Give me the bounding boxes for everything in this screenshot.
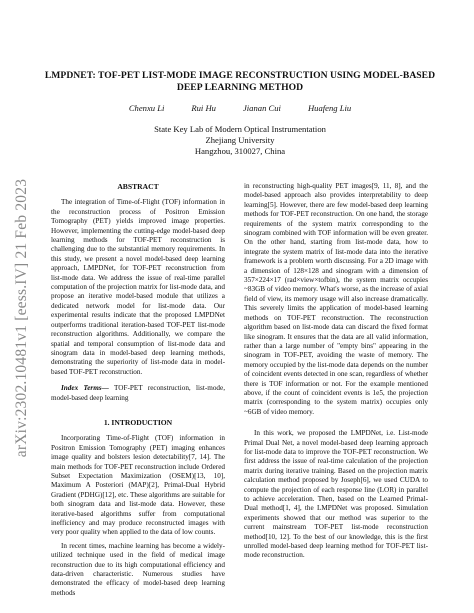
abstract-text: The integration of Time-of-Flight (TOF) information in the reconstruction process of Positron Emission Tomography (PET) yields improved image properties. However, implementing the cutting-edge model-based deep learning methods for TOF-PET reconstruction is challenging due to the substantial memory requirements. In this study, we present a novel model-based deep learning approach, LMPDNet, for TOF-PET reconstruction from list-mode data. We address the issue of real-time parallel computation of the projection matrix for list-mode data, and propose an iterative model-based module that utilizes a dedicated network model for list-mode data. Our experimental results indicate that the proposed LMPDNet outperforms traditional iteration-based TOF-PET list-mode reconstruction algorithms. Additionally, we compare the spatial and temporal consumption of list-mode data and sinogram data in model-based deep learning methods, demonstrating the superiority of list-mode data in model-based TOF-PET reconstruction.	[51, 198, 225, 376]
index-terms-text: TOF-PET reconstruction, list-mode, model-based deep learning	[51, 384, 225, 402]
author-name: Chenxu Li	[128, 103, 165, 113]
arxiv-stamp: arXiv:2302.10481v1 [eess.IV] 21 Feb 2023	[13, 178, 30, 458]
index-terms	[51, 384, 225, 403]
right-column	[244, 182, 428, 561]
affiliation-line: Zhejiang University	[205, 135, 275, 145]
index-terms-label: Index Terms—	[61, 384, 109, 393]
introduction-heading: 1. INTRODUCTION	[103, 417, 173, 427]
paper-title: LMPDNET: TOF-PET LIST-MODE IMAGE RECONSTRUCTION USING MODEL-BASED DEEP LEARNING METHOD	[44, 70, 436, 93]
affiliation	[100, 124, 380, 157]
affiliation-line: Hangzhou, 310027, China	[194, 146, 286, 156]
abstract-heading: ABSTRACT	[117, 182, 159, 191]
intro-paragraph-1: Incorporating Time-of-Flight (TOF) information in Positron Emission Tomography (PET) imaging enhances image quality and bolsters lesion detectability[7, 14]. The main methods for TOF-PET reconstruction include Ordered Subset Expectation Maximization (OSEM)[13, 10], Maximum A Posteriori (MAP)[2], Primal-Dual Hybrid Gradient (PDHG)[12], etc. These algorithms are suitable for both sinogram data and list-mode data. However, these iterative-based algorithms suffer from computational inefficiency and may produce reconstructed images with very poor quality when applied to the data of low counts.	[51, 434, 225, 537]
left-column	[51, 182, 225, 598]
right-paragraph-1: in reconstructing high-quality PET images[9, 11, 8], and the model-based approach also provides interpretability to deep learning[5]. However, there are few model-based deep learning methods for TOF-PET reconstruction. On one hand, the storage requirements of the system matrix corresponding to the sinogram combined with TOF information will be even greater. On the other hand, starting from list-mode data, how to integrate the system matrix of list-mode data into the iterative framework is a problem worth discussing. For a 2D image with a dimension of 128×128 and sinogram with a dimension of 357×224×17 (rad×view×tofbin), the system matrix occupies ~83GB of video memory. What's worse, as the increase of axial field of view, its memory usage will also increase dramatically. This severely limits the application of model-based learning methods on TOF-PET reconstruction. The reconstruction algorithm based on list-mode data can discard the fixed format like sinogram. It ensures that the data are all valid information, rather than a large number of "empty bins" appearing in the sinogram in TOF-PET, avoiding the waste of memory. The memory occupied by the list-mode data depends on the number of coincident events detected in one scan, regardless of whether there is TOF information or not. For the example mentioned above, if the count of coincident events is 1e5, the projection matrix (corresponding to the system matrix) occupies only ~6GB of video memory.	[244, 182, 428, 416]
author-name: Rui Hu	[191, 103, 216, 113]
author-list	[60, 103, 420, 113]
intro-paragraph-2: In recent times, machine learning has become a widely-utilized technique used in the field of medical image reconstruction due to its high computational efficiency and data-driven characteristic. Numerous studies have demonstrated the efficacy of model-based deep learning methods	[51, 541, 225, 597]
author-name: Huafeng Liu	[307, 103, 352, 113]
affiliation-line: State Key Lab of Modern Optical Instrumentation	[154, 124, 326, 134]
author-name: Jianan Cui	[242, 103, 281, 113]
right-paragraph-2: In this work, we proposed the LMPDNet, i.e. List-mode Primal Dual Net, a novel model-based deep learning approach for list-mode data to improve the TOF-PET reconstruction. We first address the issue of real-time calculation of the projection matrix during iterative training. Based on the projection matrix calculation method proposed by Joseph[6], we used CUDA to compute the projection of each response line (LOR) in parallel to achieve acceleration. Then, based on the Learned Primal-Dual method[1, 4], the LMPDNet was proposed. Simulation experiments showed that our method was superior to the current mainstream TOF-PET list-mode reconstruction method[10, 12]. To the best of our knowledge, this is the first unrolled model-based deep learning method for TOF-PET list-mode reconstruction.	[244, 429, 428, 560]
